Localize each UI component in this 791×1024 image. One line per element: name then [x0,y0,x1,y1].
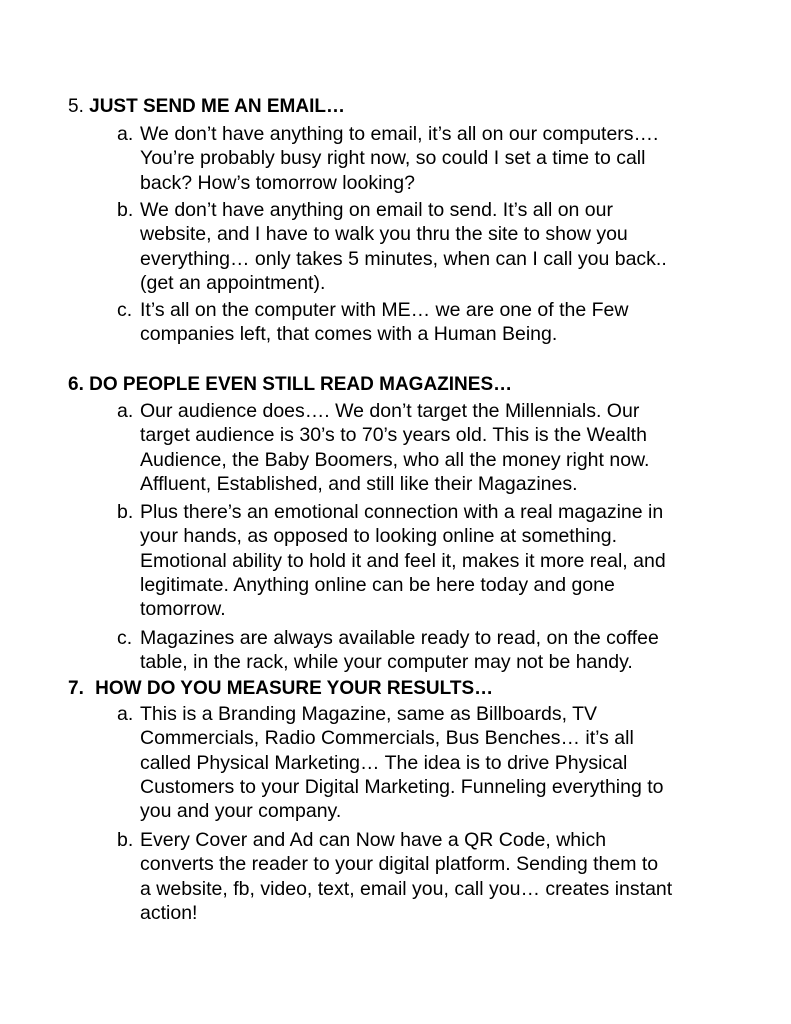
list-marker: c. [117,299,133,321]
section-title: JUST SEND ME AN EMAIL… [89,96,345,117]
list-item-text: We don’t have anything on email to send. It’s all on our website, and I have to walk you thru the site to show you everything… only takes 5 minutes, when can I call you back.. (get an appointment). [140,199,667,294]
list-item-text: We don’t have anything to email, it’s all on our computers…. You’re probably busy right now, so could I set a time to call back? How’s tomorrow looking? [140,123,659,194]
section-number: 7. [68,678,84,699]
section-title: HOW DO YOU MEASURE YOUR RESULTS… [95,678,494,699]
section-number: 5. [68,96,84,117]
list-item-text: This is a Branding Magazine, same as Billboards, TV Commercials, Radio Commercials, Bus Benches… it’s all called Physical Marketing… The idea is to drive Physical Customers to your Digital Marketing. Funneling everything to you and your company. [140,703,664,823]
list-item-text: Magazines are always available ready to read, on the coffee table, in the rack, while your computer may not be handy. [140,627,659,674]
list-item-text: Plus there’s an emotional connection with a real magazine in your hands, as opposed to looking online at something. Emotional ability to hold it and feel it, makes it more real, and legitimate. Anything online can be here today and gone tomorrow. [140,501,666,621]
section-heading [68,677,493,701]
section-heading [68,95,345,119]
list-marker: b. [117,199,134,221]
section-number: 6. [68,374,84,395]
list-item [117,399,757,496]
section-heading [68,373,512,397]
list-marker: c. [117,627,133,649]
list-marker: b. [117,829,134,851]
list-item [117,702,757,823]
list-item-text: Our audience does…. We don’t target the Millennials. Our target audience is 30’s to 70’s years old. This is the Wealth Audience, the Baby Boomers, who all the money right now. Affluent, Established, and still like their Magazines. [140,400,650,495]
list-item [117,828,757,925]
list-item-text: Every Cover and Ad can Now have a QR Code, which converts the reader to your digital platform. Sending them to a website, fb, video, text, email you, call you… creates instant action! [140,829,673,924]
list-item [117,626,757,675]
list-item [117,298,757,347]
list-marker: a. [117,703,134,725]
list-marker: a. [117,123,134,145]
list-item-text: It’s all on the computer with ME… we are one of the Few companies left, that comes with a Human Being. [140,299,629,346]
list-item [117,122,757,195]
list-item [117,198,757,295]
section-title: DO PEOPLE EVEN STILL READ MAGAZINES… [89,374,513,395]
list-item [117,500,757,621]
list-marker: b. [117,501,134,523]
list-marker: a. [117,400,134,422]
